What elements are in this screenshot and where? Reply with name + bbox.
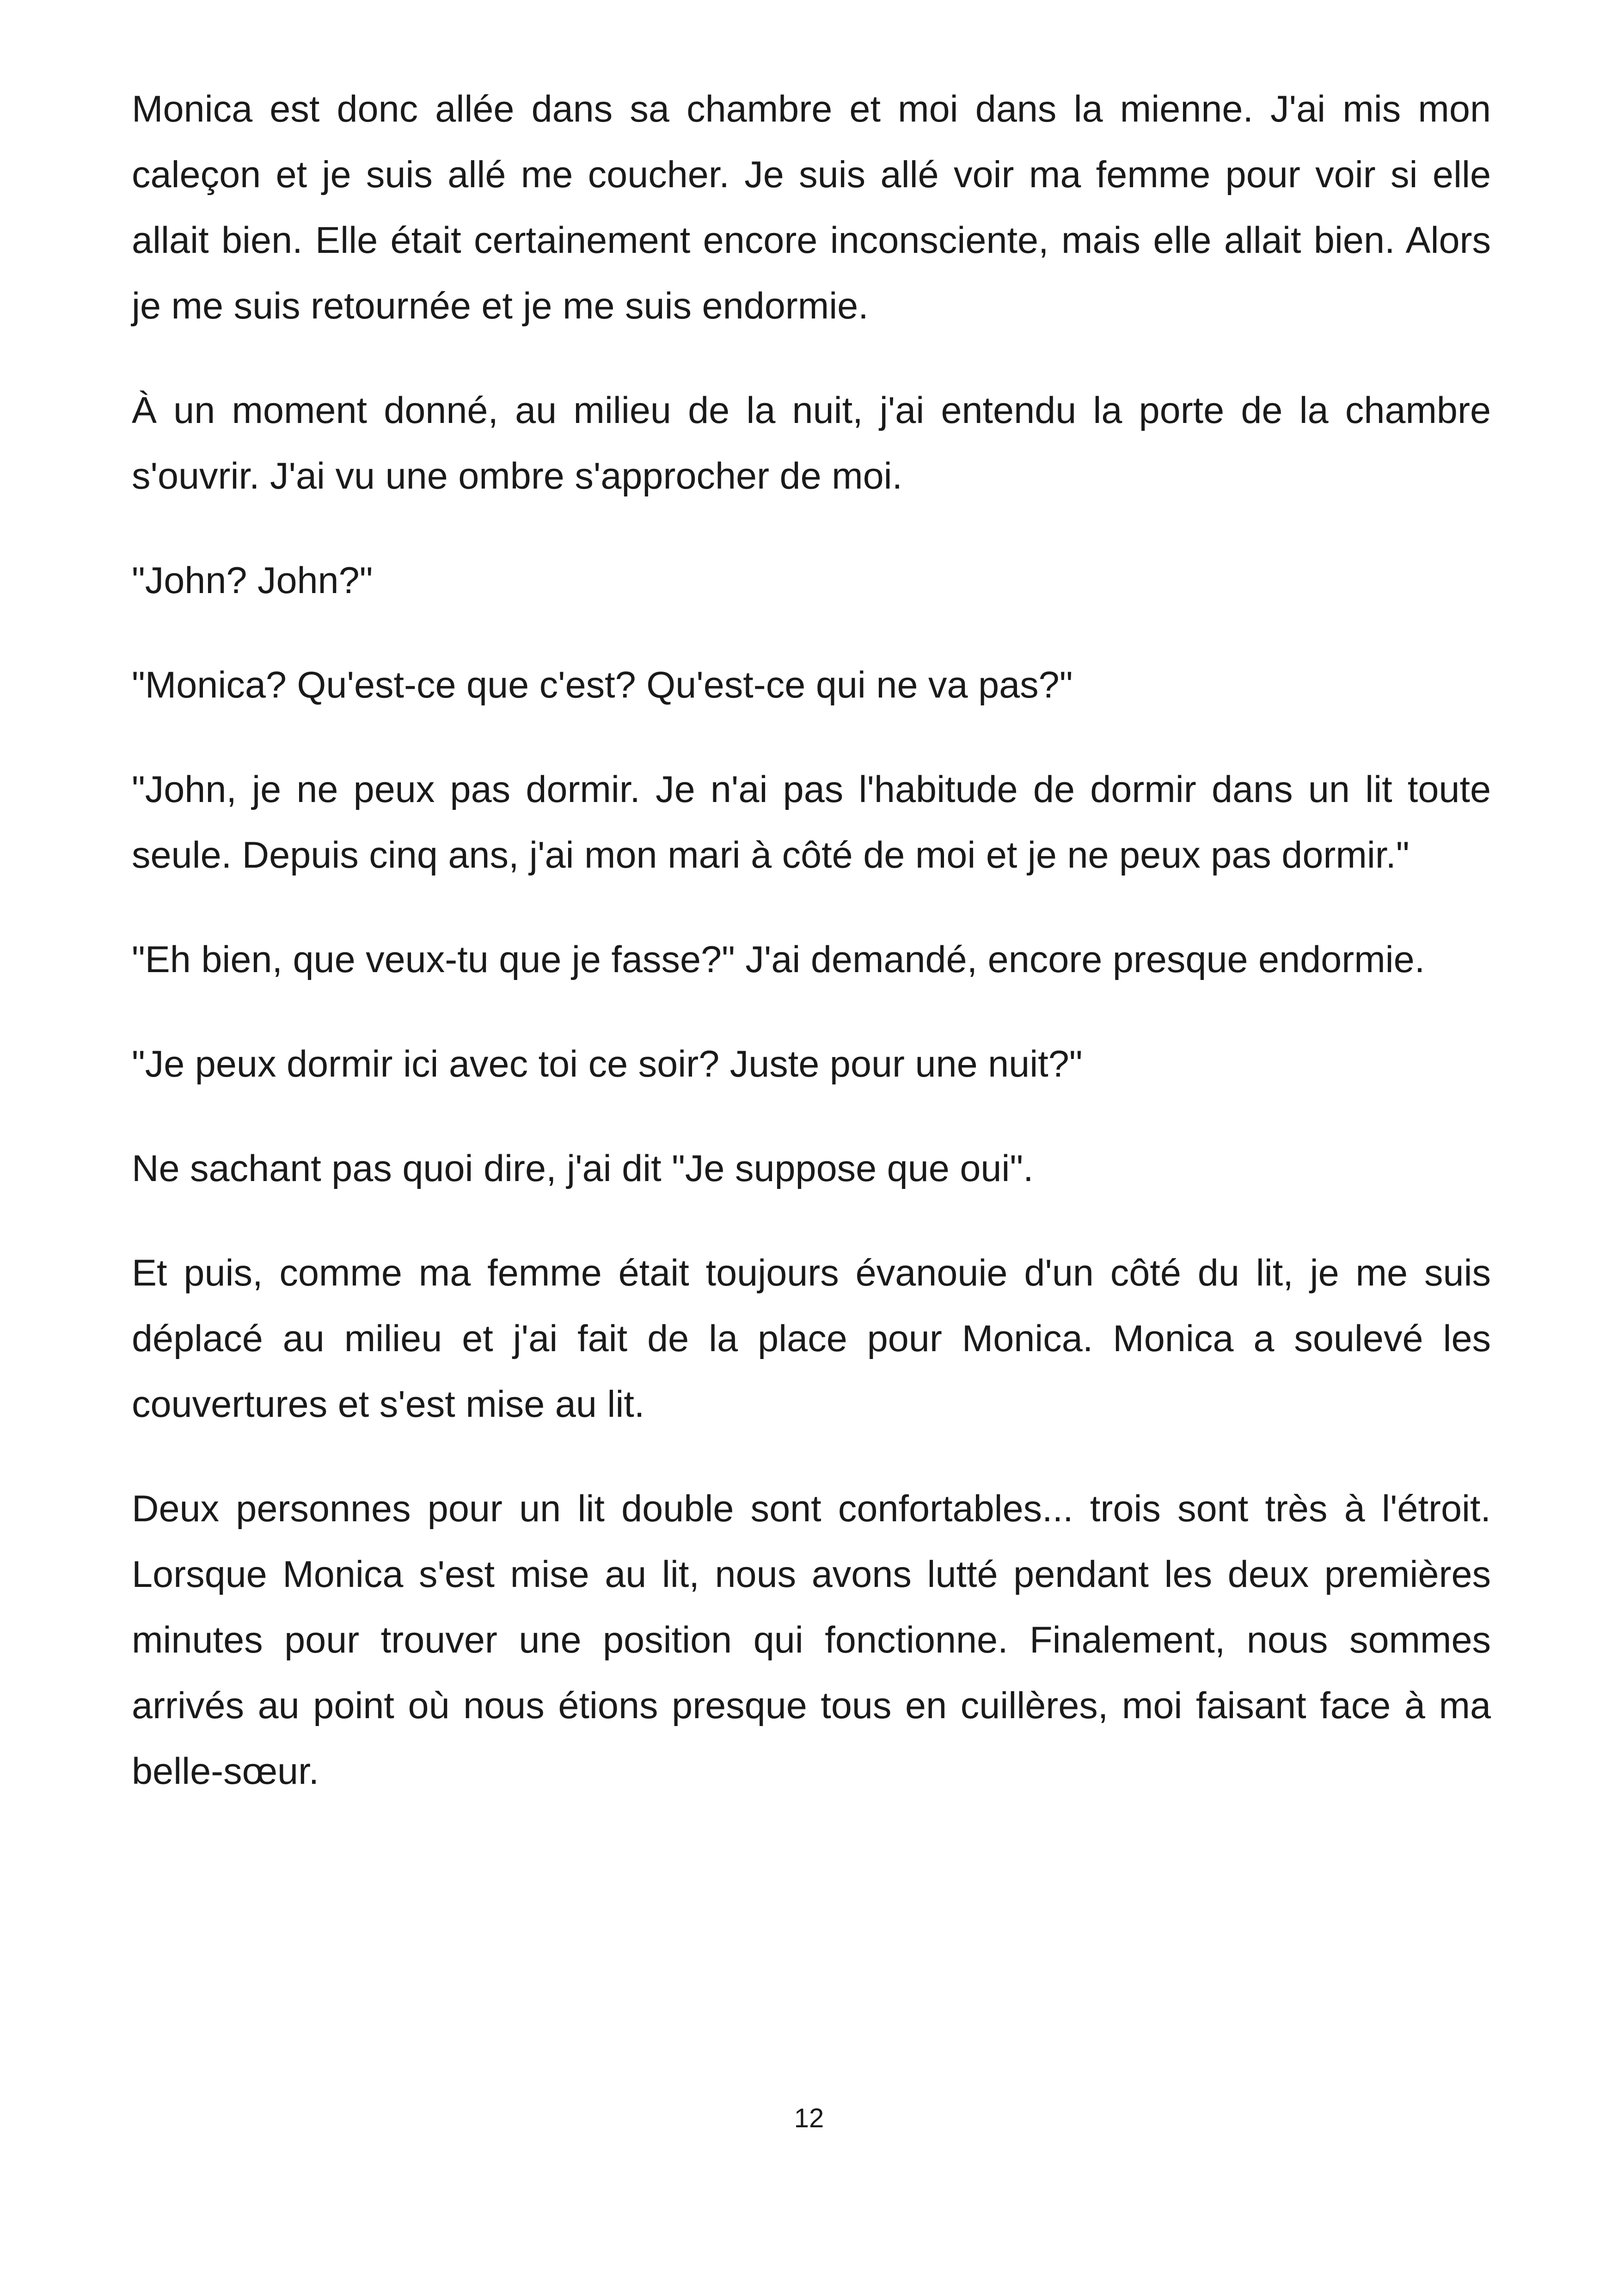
paragraph-7: "Je peux dormir ici avec toi ce soir? Juste pour une nuit?" xyxy=(132,1043,1083,1085)
paragraph-6: "Eh bien, que veux-tu que je fasse?" J'ai demandé, encore presque endormie. xyxy=(132,939,1425,980)
paragraph-1: Monica est donc allée dans sa chambre et moi dans la mienne. J'ai mis mon caleçon et je suis allé me coucher. Je suis allé voir ma femme pour voir si elle allait bien. Elle était certainement encore inconsciente, mais elle allait bien. Alors je me suis retournée et je me suis endormie. xyxy=(132,88,1491,327)
paragraph-9: Et puis, comme ma femme était toujours évanouie d'un côté du lit, je me suis déplacé au milieu et j'ai fait de la place pour Monica. Monica a soulevé les couvertures et s'est mise au lit. xyxy=(132,1252,1491,1425)
paragraph-10: Deux personnes pour un lit double sont confortables... trois sont très à l'étroit. Lorsque Monica s'est mise au lit, nous avons lutté pendant les deux premières minutes pour trouver une position qui fonctionne. Finalement, nous sommes arrivés au point où nous étions presque tous en cuillères, moi faisant face à ma belle-sœur. xyxy=(132,1488,1491,1792)
paragraph-4: "Monica? Qu'est-ce que c'est? Qu'est-ce qui ne va pas?" xyxy=(132,664,1073,706)
page-number: 12 xyxy=(794,2103,824,2133)
paragraph-8: Ne sachant pas quoi dire, j'ai dit "Je suppose que oui". xyxy=(132,1148,1034,1189)
paragraph-5: "John, je ne peux pas dormir. Je n'ai pas l'habitude de dormir dans un lit toute seule. Depuis cinq ans, j'ai mon mari à côté de moi et je ne peux pas dormir." xyxy=(132,769,1491,876)
page-body xyxy=(132,76,1491,1843)
paragraph-3: "John? John?" xyxy=(132,560,373,601)
paragraph-2: À un moment donné, au milieu de la nuit, j'ai entendu la porte de la chambre s'ouvrir. J'ai vu une ombre s'approcher de moi. xyxy=(132,390,1491,497)
